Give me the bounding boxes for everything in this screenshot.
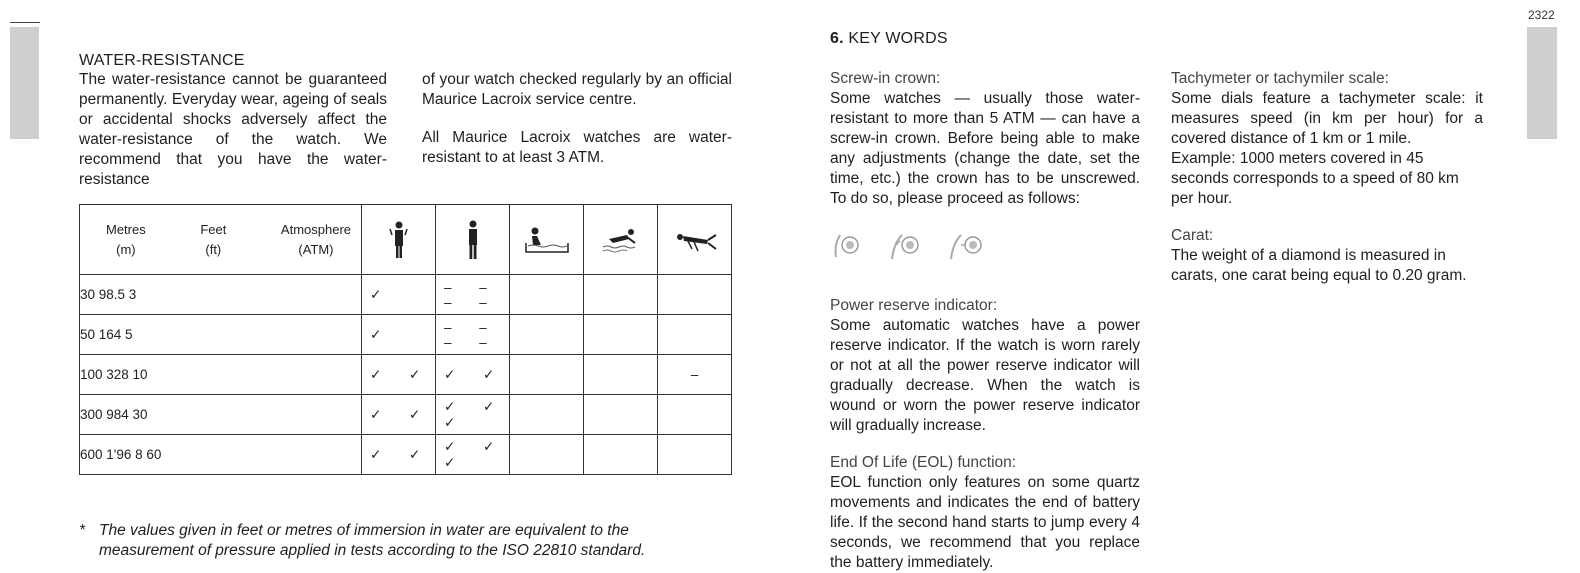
bath-cell xyxy=(510,395,584,435)
swim-icon-cell xyxy=(584,205,658,275)
crown-step-2-icon xyxy=(888,227,928,265)
atm-unit: (ATM) xyxy=(298,241,334,257)
splash-person-icon xyxy=(386,219,412,261)
atm-header xyxy=(281,220,351,260)
water-resistance-title: WATER-RESISTANCE xyxy=(79,52,245,69)
footnote-marker: * xyxy=(79,522,86,539)
water-resistance-table xyxy=(79,204,732,475)
tachymeter-body: Some dials feature a tachymeter scale: it measures speed (in km per hour) for a covered distance of 1 km or 1 mile. xyxy=(1171,90,1483,147)
intro-column-1 xyxy=(79,70,387,208)
splash-cell: ✓ ✓ xyxy=(362,355,436,395)
table-row xyxy=(80,355,732,395)
swim-cell xyxy=(584,315,658,355)
rain-icon-cell xyxy=(436,205,510,275)
feet-unit: (ft) xyxy=(205,241,222,257)
depth-values-cell: 600 1'96 8 60 xyxy=(80,435,362,475)
intro-paragraph-3: All Maurice Lacroix watches are water-resistant to at least 3 ATM. xyxy=(422,129,732,166)
feet-header xyxy=(200,220,226,260)
intro-paragraph-1: The water-resistance cannot be guaranteed permanently. Everyday wear, ageing of seals or accidental shocks adversely affect the water-resistance of the watch. We recommend that you have the water-resistance xyxy=(79,71,387,188)
swim-cell xyxy=(584,355,658,395)
swim-cell xyxy=(584,395,658,435)
footnote-line-1: The values given in feet or metres of immersion in water are equivalent to the xyxy=(99,522,629,539)
eol-section xyxy=(830,454,1140,573)
units-header-cell xyxy=(80,205,362,275)
eol-body: EOL function only features on some quartz movements and indicates the end of battery life. If the second hand starts to jump every 4 seconds, we recommend that you replace the battery immediately. xyxy=(830,474,1140,571)
rain-cell: ✓ ✓ ✓ xyxy=(436,435,510,475)
bath-cell xyxy=(510,435,584,475)
crown-step-1-icon xyxy=(830,227,870,265)
left-thumb-tab xyxy=(10,27,39,139)
tachymeter-section xyxy=(1171,70,1483,209)
rain-cell: ✓ ✓ ✓ xyxy=(436,395,510,435)
footnote-line-2: measurement of pressure applied in tests according to the ISO 22810 standard. xyxy=(99,542,646,559)
footnote xyxy=(79,521,719,561)
crown-illustrations xyxy=(830,227,1140,267)
dive-cell xyxy=(658,435,732,475)
carat-title: Carat: xyxy=(1171,227,1214,244)
metres-unit: (m) xyxy=(116,241,136,257)
bath-cell xyxy=(510,275,584,315)
depth-values-cell: 30 98.5 3 xyxy=(80,275,362,315)
metres-header xyxy=(106,220,146,260)
swim-cell xyxy=(584,435,658,475)
carat-body: The weight of a diamond is measured in carats, one carat being equal to 0.20 gram. xyxy=(1171,247,1467,284)
keywords-column-1 xyxy=(830,70,1140,573)
splash-cell: ✓ xyxy=(362,315,436,355)
metres-label: Metres xyxy=(106,221,146,237)
feet-label: Feet xyxy=(200,221,227,237)
section-title: KEY WORDS xyxy=(848,30,948,47)
screw-crown-section xyxy=(830,70,1140,267)
tachymeter-title: Tachymeter or tachymiler scale: xyxy=(1171,70,1389,87)
eol-title: End Of Life (EOL) function: xyxy=(830,454,1017,471)
screw-crown-title: Screw-in crown: xyxy=(830,70,941,87)
power-reserve-title: Power reserve indicator: xyxy=(830,297,998,314)
table-row xyxy=(80,395,732,435)
atm-label: Atmosphere xyxy=(280,221,351,237)
bath-cell xyxy=(510,355,584,395)
swim-cell xyxy=(584,275,658,315)
power-reserve-body: Some automatic watches have a power reserve indicator. If the watch is worn rarely or not at all the power reserve indicator will gradually decrease. When the watch is wound or worn the power reserve indicator will gradually increase. xyxy=(830,317,1140,434)
key-words-heading xyxy=(830,30,948,48)
dive-icon-cell xyxy=(658,205,732,275)
table-row xyxy=(80,435,732,475)
depth-values-cell: 50 164 5 xyxy=(80,315,362,355)
table-row xyxy=(80,275,732,315)
splash-cell: ✓ ✓ xyxy=(362,435,436,475)
tachymeter-example: Example: 1000 meters covered in 45 seconds corresponds to a speed of 80 km per hour. xyxy=(1171,150,1459,207)
splash-cell: ✓ ✓ xyxy=(362,395,436,435)
bath-cell xyxy=(510,315,584,355)
diving-icon xyxy=(672,225,718,255)
top-left-rule xyxy=(10,22,40,23)
carat-section xyxy=(1171,227,1483,286)
screw-crown-body: Some watches — usually those water-resistant to more than 5 ATM — can have a screw-in crown. Before being able to make any adjustments (change the date, set the time, etc.) the crown has to be unscrewed. To do so, please proceed as follows: xyxy=(830,90,1140,207)
swimming-icon xyxy=(601,225,641,255)
depth-values-cell: 100 328 10 xyxy=(80,355,362,395)
table-header-row xyxy=(80,205,732,275)
dive-cell xyxy=(658,315,732,355)
standing-person-icon xyxy=(462,219,484,261)
rain-cell: – – – – xyxy=(436,315,510,355)
crown-step-3-icon xyxy=(947,227,991,265)
rain-cell: – – – – xyxy=(436,275,510,315)
right-thumb-tab xyxy=(1527,27,1557,139)
rain-cell: ✓ ✓ xyxy=(436,355,510,395)
power-reserve-section xyxy=(830,297,1140,436)
dive-cell xyxy=(658,395,732,435)
depth-values-cell: 300 984 30 xyxy=(80,395,362,435)
dive-cell: – xyxy=(658,355,732,395)
dive-cell xyxy=(658,275,732,315)
bathing-icon xyxy=(523,225,571,255)
splash-cell: ✓ xyxy=(362,275,436,315)
section-number: 6. xyxy=(830,30,844,47)
table-row xyxy=(80,315,732,355)
splash-icon-cell xyxy=(362,205,436,275)
intro-paragraph-2: of your watch checked regularly by an official Maurice Lacroix service centre. xyxy=(422,71,732,108)
keywords-column-2 xyxy=(1171,70,1483,286)
page-number: 2322 xyxy=(1528,8,1555,22)
bath-icon-cell xyxy=(510,205,584,275)
intro-column-2 xyxy=(422,70,732,186)
